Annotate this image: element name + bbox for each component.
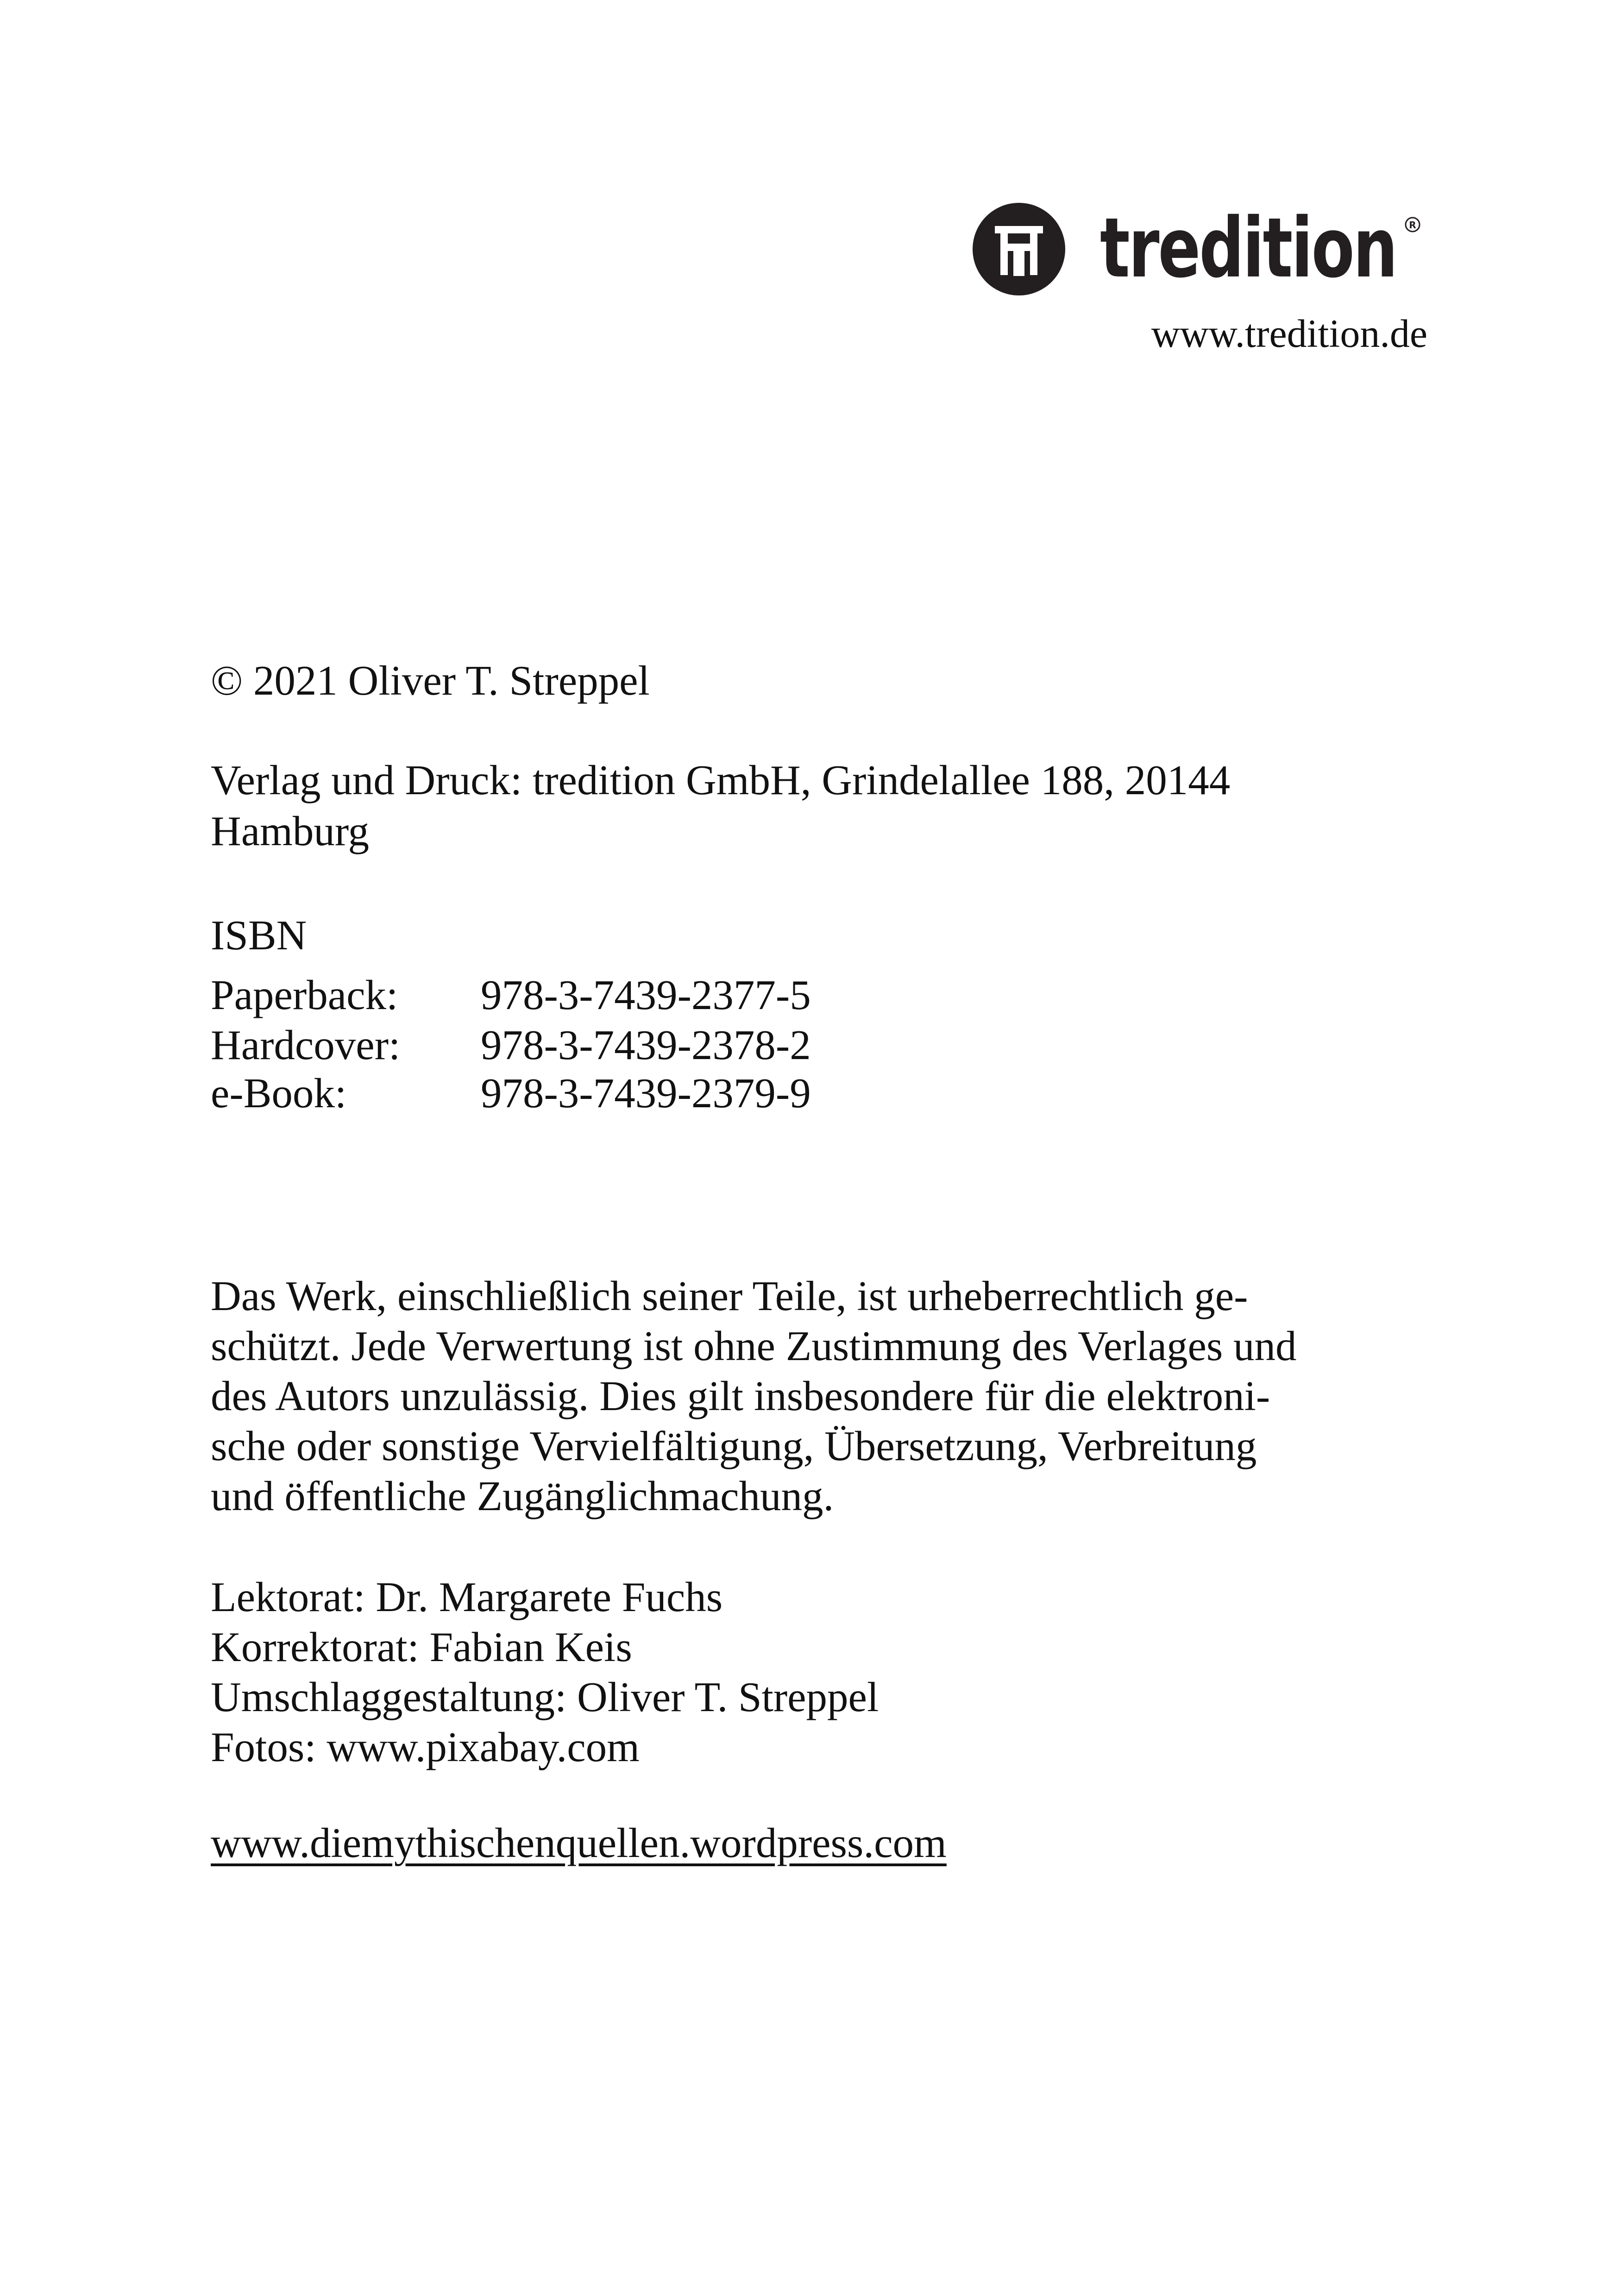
credit-editor: Lektorat: Dr. Margarete Fuchs [211,1574,723,1620]
isbn-heading: ISBN [211,912,307,959]
isbn-row-paperback [211,970,811,1020]
credit-cover-design: Umschlaggestaltung: Oliver T. Streppel [211,1674,879,1720]
isbn-label: Paperback: [211,972,398,1018]
legal-notice-line: schützt. Jede Verwertung ist ohne Zustimmung des Verlages und [211,1323,1297,1369]
isbn-list [211,970,811,1118]
author-website-link[interactable]: www.diemythischenquellen.wordpress.com [211,1819,947,1866]
tredition-logo [966,199,1429,306]
isbn-label: e-Book: [211,1070,347,1117]
publisher-website-link[interactable]: www.tredition.de [1151,311,1427,356]
legal-notice-line: des Autors unzulässig. Dies gilt insbesondere für die elektroni- [211,1373,1270,1419]
publisher-address [211,755,1230,857]
credit-proofreader: Korrektorat: Fabian Keis [211,1624,632,1670]
publisher-address-line: Verlag und Druck: tredition GmbH, Grindelallee 188, 20144 [211,757,1231,803]
svg-text:tredition: tredition [1100,200,1396,296]
legal-notice-line: und öffentliche Zugänglichmachung. [211,1473,834,1519]
publisher-address-line: Hamburg [211,808,370,854]
credits [211,1572,879,1772]
isbn-label: Hardcover: [211,1022,401,1068]
isbn-number: 978-3-7439-2379-9 [481,1070,811,1117]
credit-photos: Fotos: www.pixabay.com [211,1724,640,1770]
isbn-number: 978-3-7439-2377-5 [481,972,811,1018]
tredition-emblem-icon [973,203,1065,295]
isbn-row-ebook [211,1068,811,1118]
legal-notice-line: sche oder sonstige Vervielfältigung, Übersetzung, Verbreitung [211,1423,1257,1469]
svg-text:R: R [1409,220,1416,231]
legal-notice [211,1271,1297,1521]
legal-notice-line: Das Werk, einschließlich seiner Teile, ist urheberrechtlich ge- [211,1273,1248,1319]
isbn-row-hardcover [211,1020,811,1068]
isbn-number: 978-3-7439-2378-2 [481,1022,811,1068]
copyright-notice: © 2021 Oliver T. Streppel [211,657,650,704]
